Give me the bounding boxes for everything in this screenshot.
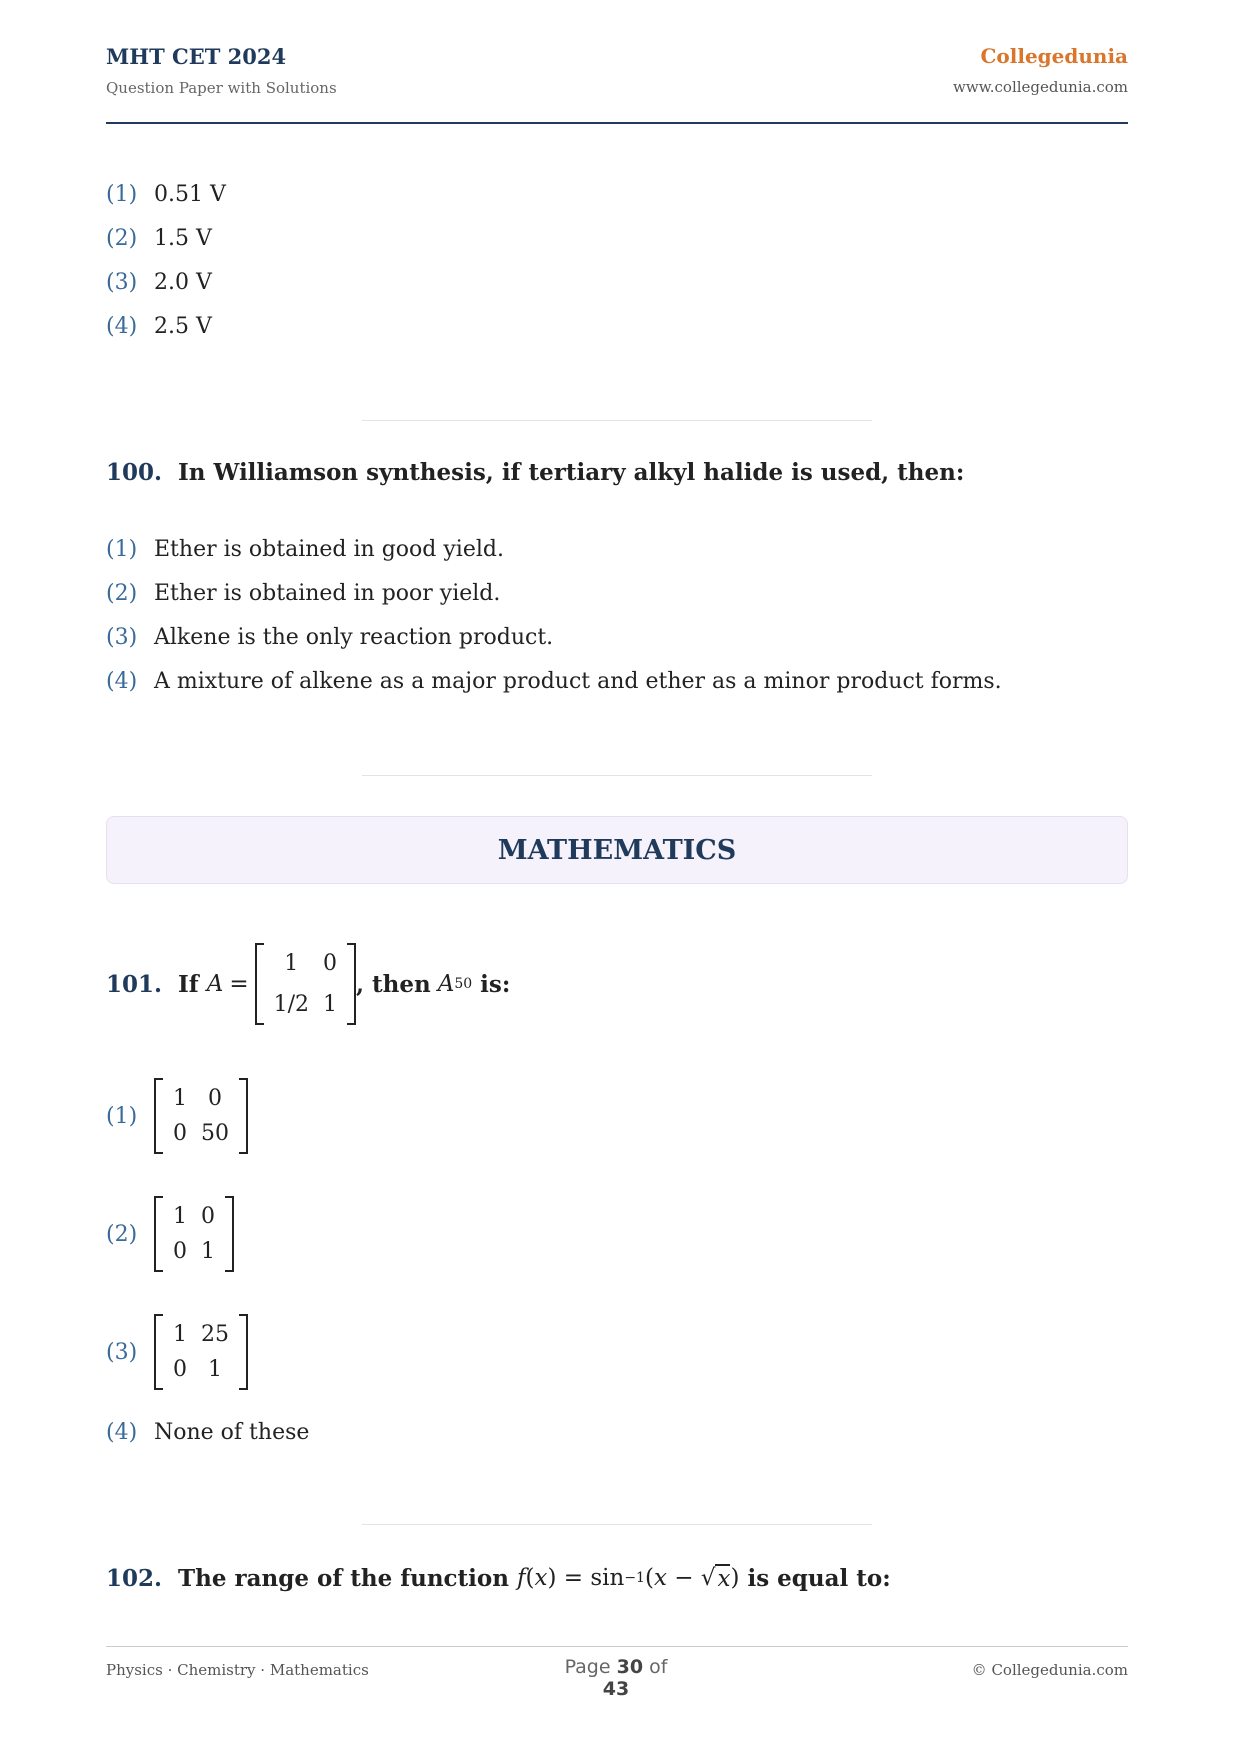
matrix-entry: 0	[323, 951, 337, 976]
question-prefix: If	[178, 970, 199, 998]
option-number: (4)	[106, 668, 138, 694]
matrix-grid	[264, 943, 347, 1025]
page-of-label: of	[649, 1656, 668, 1678]
footer-copyright: © Collegedunia.com	[971, 1661, 1128, 1679]
question-text: In Williamson synthesis, if tertiary alkyl halide is used, then:	[178, 458, 965, 486]
option-text: 2.0 V	[154, 269, 212, 295]
right-bracket	[239, 1314, 248, 1390]
left-bracket	[154, 1196, 163, 1272]
option-text: Ether is obtained in good yield.	[154, 536, 504, 562]
option-text: None of these	[154, 1419, 310, 1445]
math-variable: A	[437, 971, 455, 997]
option-text: 2.5 V	[154, 313, 212, 339]
question-number: 102.	[106, 1564, 163, 1592]
question-then: , then	[356, 970, 431, 998]
page-label: Page	[564, 1656, 611, 1678]
math-paren: (	[644, 1565, 654, 1591]
math-equals: =	[229, 971, 249, 997]
matrix-entry: 25	[201, 1322, 229, 1347]
matrix-entry: 1	[173, 1204, 187, 1229]
math-paren: )	[730, 1565, 740, 1591]
math-variable: x	[717, 1566, 731, 1592]
footer-divider	[106, 1646, 1128, 1647]
option-number: (4)	[106, 313, 138, 339]
matrix-entry: 1	[284, 951, 299, 976]
left-bracket	[154, 1314, 163, 1390]
page-indicator	[551, 1656, 681, 1700]
option-number: (2)	[106, 1221, 138, 1247]
matrix-entry: 0	[208, 1086, 222, 1111]
matrix-grid	[163, 1314, 239, 1390]
matrix-entry: 1	[323, 992, 337, 1017]
option	[106, 659, 1002, 703]
option-number: (2)	[106, 580, 138, 606]
matrix-entry: 1	[201, 1239, 215, 1264]
option-text: Alkene is the only reaction product.	[154, 624, 554, 650]
left-bracket	[154, 1078, 163, 1154]
matrix-entry: 1	[173, 1322, 187, 1347]
option	[106, 1300, 248, 1404]
option	[106, 304, 226, 348]
question-separator	[362, 775, 872, 776]
question-number: 100.	[106, 458, 163, 486]
math-paren: (	[525, 1565, 535, 1591]
question-suffix: is:	[480, 970, 511, 998]
math-variable: x	[653, 1565, 667, 1591]
footer-subjects: Physics · Chemistry · Mathematics	[106, 1661, 369, 1679]
right-bracket	[347, 943, 356, 1025]
question-100	[106, 456, 964, 488]
option	[106, 1064, 248, 1168]
option-number: (1)	[106, 1103, 138, 1129]
right-bracket	[225, 1196, 234, 1272]
question-text: is equal to:	[747, 1564, 891, 1592]
matrix-entry: 0	[201, 1204, 215, 1229]
option-number: (3)	[106, 624, 138, 650]
option	[106, 527, 1002, 571]
page-total: 43	[602, 1678, 630, 1700]
math-exponent: −1	[624, 1570, 645, 1586]
option	[106, 1182, 234, 1286]
exam-title: MHT CET 2024	[106, 44, 287, 69]
header-left	[106, 44, 337, 97]
option	[106, 216, 226, 260]
q99-options	[106, 172, 226, 348]
option-matrix	[154, 1078, 248, 1154]
option-number: (3)	[106, 1339, 138, 1365]
matrix-a	[255, 943, 356, 1025]
option	[106, 615, 1002, 659]
matrix-entry: 1	[208, 1357, 222, 1382]
left-bracket	[255, 943, 264, 1025]
brand-url: www.collegedunia.com	[953, 78, 1128, 96]
matrix-entry: 50	[201, 1121, 229, 1146]
option-matrix	[154, 1314, 248, 1390]
option-number: (1)	[106, 536, 138, 562]
matrix-grid	[163, 1078, 239, 1154]
math-minus-sqrt: − √	[666, 1565, 716, 1591]
question-separator	[362, 420, 872, 421]
right-bracket	[239, 1078, 248, 1154]
brand-name: Collegedunia	[980, 44, 1128, 68]
question-text: The range of the function	[178, 1564, 509, 1592]
question-separator	[362, 1524, 872, 1525]
option	[106, 1410, 309, 1454]
option-number: (4)	[106, 1419, 138, 1445]
math-function: f	[516, 1565, 526, 1591]
section-header	[106, 816, 1128, 884]
exam-subtitle: Question Paper with Solutions	[106, 79, 337, 97]
math-sin: ) = sin	[547, 1565, 625, 1591]
option	[106, 172, 226, 216]
option	[106, 260, 226, 304]
math-variable: A	[206, 971, 224, 997]
option-text: 0.51 V	[154, 181, 226, 207]
header-divider	[106, 122, 1128, 124]
option	[106, 571, 1002, 615]
page-number: 30	[616, 1656, 644, 1678]
option-number: (1)	[106, 181, 138, 207]
matrix-entry: 0	[173, 1239, 187, 1264]
header-right	[953, 44, 1128, 96]
option-number: (2)	[106, 225, 138, 251]
question-number: 101.	[106, 970, 163, 998]
option-text: A mixture of alkene as a major product and ether as a minor product forms.	[154, 668, 1002, 694]
option-matrix	[154, 1196, 234, 1272]
matrix-grid	[163, 1196, 225, 1272]
section-title: MATHEMATICS	[497, 834, 737, 866]
option-text: 1.5 V	[154, 225, 212, 251]
option-text: Ether is obtained in poor yield.	[154, 580, 501, 606]
matrix-entry: 0	[173, 1357, 187, 1382]
question-102	[106, 1560, 891, 1596]
option-number: (3)	[106, 269, 138, 295]
question-101	[106, 932, 510, 1036]
matrix-entry: 1/2	[273, 992, 309, 1017]
math-variable: x	[534, 1565, 548, 1591]
q100-options	[106, 527, 1002, 703]
matrix-entry: 1	[173, 1086, 187, 1111]
matrix-entry: 0	[173, 1121, 187, 1146]
math-exponent: 50	[454, 976, 473, 992]
